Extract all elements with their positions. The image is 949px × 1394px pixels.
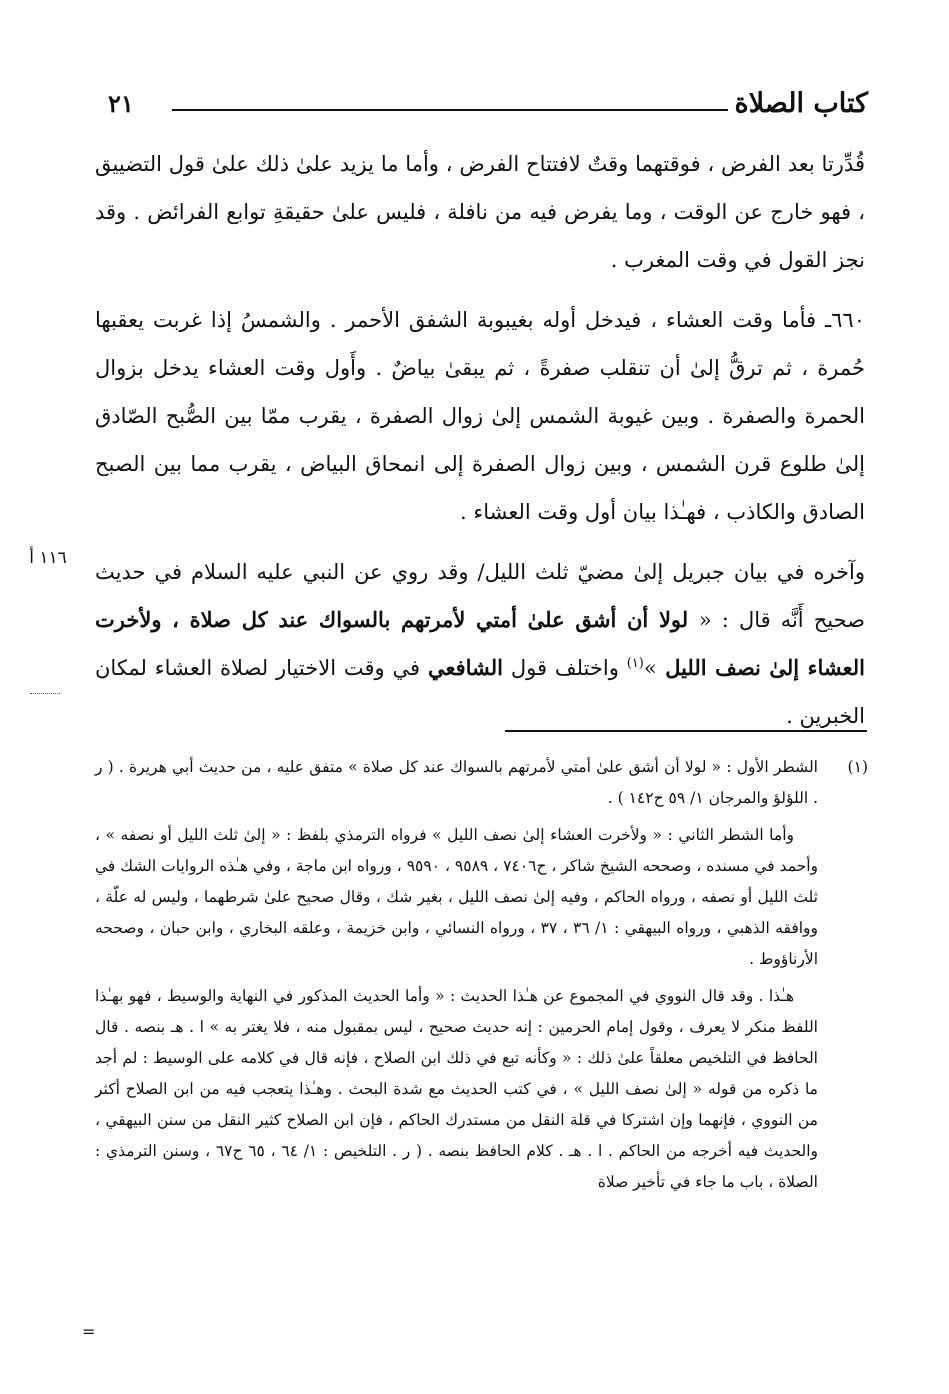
header-rule xyxy=(172,109,728,111)
main-text xyxy=(95,140,865,740)
paragraph-660: ٦٦٠ـ فأما وقت العشاء ، فيدخل أوله بغيبوبة الشفق الأحمر . والشمسُ إذا غربت يعقبها حُمرة ، ثم ترقُّ إلىٰ أن تنقلب صفرةً ، ثم يبقىٰ بياضٌ . وأَول وقت العشاء يدخل بزوال الحمرة والصفرة . وبين غيوبة الشمس إلىٰ زوال الصفرة ، يقرب ممّا بين الصُّبح الصّادق إلىٰ طلوع قرن الشمس ، وبين زوال الصفرة إلى انمحاق البياض ، يقرب مما بين الصبح الصادق والكاذب ، فهـٰذا بيان أول وقت العشاء . xyxy=(95,308,865,524)
footnote-paragraph: هـٰذا . وقد قال النووي في المجموع عن هـٰذا الحديث : « وأما الحديث المذكور في النهاية والوسيط ، فهو بهـٰذا اللفظ منكر لا يعرف ، وقول إمام الحرمين : إنه حديث صحيح ، ليس بمقبول منه ، فلا يغتر به » ا . هـ بنصه . قال الحافظ في التلخيص معلقاً علىٰ ذلك : « وكأنه تبع في ذلك ابن الصلاح ، فإنه قال في كلامه على الوسيط : لم أجد ما ذكره من قوله « إلىٰ نصف الليل » ، في كتب الحديث مع شدة البحث . وهـٰذا يتعجب فيه من ابن الصلاح أكثر من النووي ، فإنهما وإن اشتركا في قلة النقل من مستدرك الحاكم ، فإن ابن الصلاح كثير النقل من سنن البيهقي ، والحديث فيه أخرجه من الحاكم . ا . هـ . كلام الحافظ بنصه . ( ر . التلخيص : ١/ ٦٤ ، ٦٥ ح٦٧ ، وسنن الترمذي : الصلاة ، باب ما جاء في تأخير صلاة xyxy=(95,987,818,1191)
footnotes xyxy=(95,752,868,1198)
name-shafii: الشافعي xyxy=(427,655,503,680)
hadith-quote: لولا أن أشق علىٰ أمتي لأمرتهم بالسواك عند كل صلاة ، ولأخرت العشاء إلىٰ نصف الليل xyxy=(95,607,865,680)
text-segment: واختلف قول xyxy=(503,656,627,680)
running-header xyxy=(108,84,868,124)
manuscript-folio-note: ١١٦ أ xyxy=(29,548,67,568)
text-segment: وآخره في بيان جبريل إلىٰ مضيّ ثلث الليل/ وقد روي عن النبي عليه السلام في حديث صحيح أَنَّه قال : « xyxy=(95,560,865,632)
text-segment: في وقت الاختيار لصلاة العشاء لمكان الخبرين . xyxy=(95,656,865,728)
continuation-mark: = xyxy=(82,1322,96,1341)
footnote-number: (١) xyxy=(847,758,868,776)
paragraph-isha-end xyxy=(95,548,865,740)
footnote-reference[interactable]: (١) xyxy=(626,656,644,671)
footnote-text: الشطر الأول : « لولا أن أشق علىٰ أمتي لأمرتهم بالسواك عند كل صلاة » متفق عليه ، من حديث أبي هريرة . ( ر . اللؤلؤ والمرجان ١/ ٥٩ ح١٤٢ ) . xyxy=(95,758,818,807)
book-title: كتاب الصلاة xyxy=(734,88,868,119)
margin-dotted-mark xyxy=(30,693,60,694)
footnote-separator xyxy=(505,730,867,732)
page-number: ٢١ xyxy=(108,89,134,118)
footnote-paragraph: وأما الشطر الثاني : « ولأخرت العشاء إلىٰ نصف الليل » فرواه الترمذي بلفظ : « إلىٰ ثلث الليل أو نصفه » ، وأحمد في مسنده ، وصححه الشيخ شاكر ، ح٧٤٠٦ ، ٩٥٨٩ ، ٩٥٩٠ ، ورواه ابن ماجة ، وفي هـٰذه الروايات الشك في ثلث الليل أو نصفه ، ورواه الحاكم ، وفيه إلىٰ نصف الليل ، بغير شك ، وقال صحيح علىٰ شرطهما ، وليس له علّة ، ووافقه الذهبي ، ورواه البيهقي : ١/ ٣٦ ، ٣٧ ، ورواه النسائي ، وابن خزيمة ، وعلقه البخاري ، وابن حبان ، وصححه الأرناؤوط . xyxy=(95,826,819,968)
paragraph-continuation: قُدِّرتا بعد الفرض ، فوقتهما وقتٌ لافتتاح الفرض ، وأما ما يزيد علىٰ ذلك علىٰ قول التضييق ، فهو خارج عن الوقت ، وما يفرض فيه من نافلة ، فليس علىٰ حقيقةِ توابع الفرائض . وقد نجز القول في وقت المغرب . xyxy=(95,152,865,272)
footnote-1 xyxy=(95,752,868,814)
text-segment: » xyxy=(643,656,657,680)
